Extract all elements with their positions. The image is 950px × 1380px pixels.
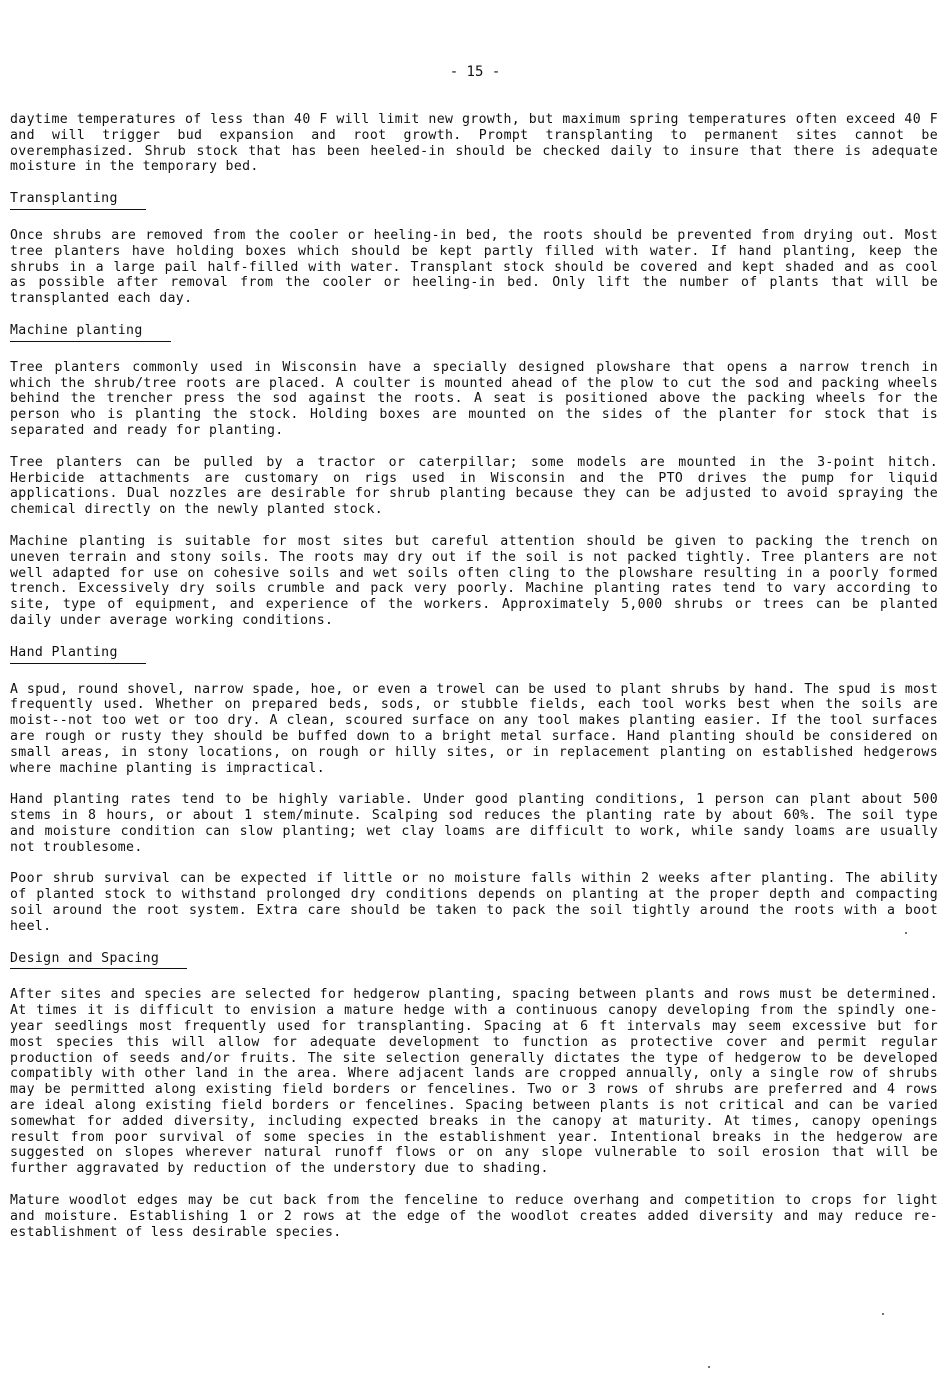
paragraph: Hand planting rates tend to be highly variable. Under good planting conditions, 1 person can plant about 500 stems in 8 hours, or about 1 stem/minute. Scalping sod reduces the planting rate by about 60%. The soil type and moisture condition can slow planting; wet clay loams are difficult to work, while sandy loams are usually not troublesome. <box>10 792 938 855</box>
paragraph: A spud, round shovel, narrow spade, hoe, or even a trowel can be used to plant shrubs by hand. The spud is most frequently used. Whether on prepared beds, sods, or stubble fields, each tool works best when the soils are moist--not too wet or too dry. A clean, scoured surface on any tool makes planting easier. If the tool surfaces are rough or rusty they should be buffed down to a bright metal surface. Hand planting should be considered on small areas, in stony locations, on rough or hilly sites, or in replacement planting on established hedgerows where machine planting is impractical. <box>10 681 938 776</box>
section-heading-transplanting: Transplanting <box>10 191 146 210</box>
section-hand-planting <box>10 645 938 935</box>
section-heading-hand-planting: Hand Planting <box>10 645 146 664</box>
section-heading-machine-planting: Machine planting <box>10 323 171 342</box>
section-design-and-spacing <box>10 951 938 1241</box>
paragraph: Once shrubs are removed from the cooler or heeling-in bed, the roots should be prevented from drying out. Most tree planters have holding boxes which should be kept partly filled with water. If hand planting, keep the shrubs in a large pail half-filled with water. Transplant stock should be covered and kept shaded and as cool as possible after removal from the cooler or heeling-in bed. Only lift the number of plants that will be transplanted each day. <box>10 227 938 307</box>
page-number: - 15 - <box>449 64 501 80</box>
section-machine-planting <box>10 323 938 629</box>
scan-speck <box>708 1366 710 1368</box>
section-heading-design-and-spacing: Design and Spacing <box>10 951 187 970</box>
scan-speck <box>905 932 907 934</box>
paragraph: Poor shrub survival can be expected if little or no moisture falls within 2 weeks after planting. The ability of planted stock to withstand prolonged dry conditions depends on planting at the proper depth and compacting soil around the root system. Extra care should be taken to pack the soil tightly around the roots with a boot heel. <box>10 871 938 934</box>
paragraph: Tree planters can be pulled by a tractor or caterpillar; some models are mounted in the 3-point hitch. Herbicide attachments are customary on rigs used in Wisconsin and the PTO drives the pump for liquid applications. Dual nozzles are desirable for shrub planting because they can be adjusted to avoid spraying the chemical directly on the newly planted stock. <box>10 454 938 518</box>
section-transplanting <box>10 191 938 307</box>
paragraph: After sites and species are selected for hedgerow planting, spacing between plants and rows must be determined. At times it is difficult to envision a mature hedge with a continuous canopy developing from the spindly one-year seedlings most frequently used for transplanting. Spacing at 6 ft intervals may seem excessive but for most species this will allow for adequate development to function as protective cover and permit regular production of seeds and/or fruits. The site selection generally dictates the type of hedgerow to be developed compatibly with other land in the area. Where adjacent lands are cropped annually, only a single row of shrubs may be permitted along existing field borders or fencelines. Two or 3 rows of shrubs are preferred and 4 rows are ideal along existing field borders or fencelines. Spacing between plants is not critical and can be varied somewhat for added diversity, including expected breaks in the canopy at maturity. At times, canopy openings result from poor survival of some species in the establishment year. Intentional breaks in the hedgerow are suggested on slopes wherever natural runoff flows or on any slope vulnerable to soil erosion that will be further aggravated by reduction of the understory due to shading. <box>10 987 938 1177</box>
section-intro <box>10 112 938 175</box>
paragraph: Machine planting is suitable for most sites but careful attention should be given to packing the trench on uneven terrain and stony soils. The roots may dry out if the soil is not packed tightly. Tree planters are not well adapted for use on cohesive soils and wet soils often cling to the plowshare resulting in a poorly formed trench. Excessively dry soils crumble and pack very poorly. Machine planting rates tend to vary according to site, type of equipment, and experience of the workers. Approximately 5,000 shrubs or trees can be planted daily under average working conditions. <box>10 533 938 628</box>
paragraph: Mature woodlot edges may be cut back from the fenceline to reduce overhang and competition to crops for light and moisture. Establishing 1 or 2 rows at the edge of the woodlot creates added diversity and may reduce re-establishment of less desirable species. <box>10 1193 938 1240</box>
paragraph: daytime temperatures of less than 40 F will limit new growth, but maximum spring temperatures often exceed 40 F and will trigger bud expansion and root growth. Prompt transplanting to permanent sites cannot be overemphasized. Shrub stock that has been heeled-in should be checked daily to insure that there is adequate moisture in the temporary bed. <box>10 112 938 175</box>
paragraph: Tree planters commonly used in Wisconsin have a specially designed plowshare that opens a narrow trench in which the shrub/tree roots are placed. A coulter is mounted ahead of the plow to cut the sod and packing wheels behind the trencher press the sod against the roots. A seat is positioned above the packing wheels for the person who is planting the stock. Holding boxes are mounted on the sides of the planter for stock that is separated and ready for planting. <box>10 359 938 438</box>
scan-speck <box>882 1313 884 1315</box>
document-body <box>10 112 938 1256</box>
